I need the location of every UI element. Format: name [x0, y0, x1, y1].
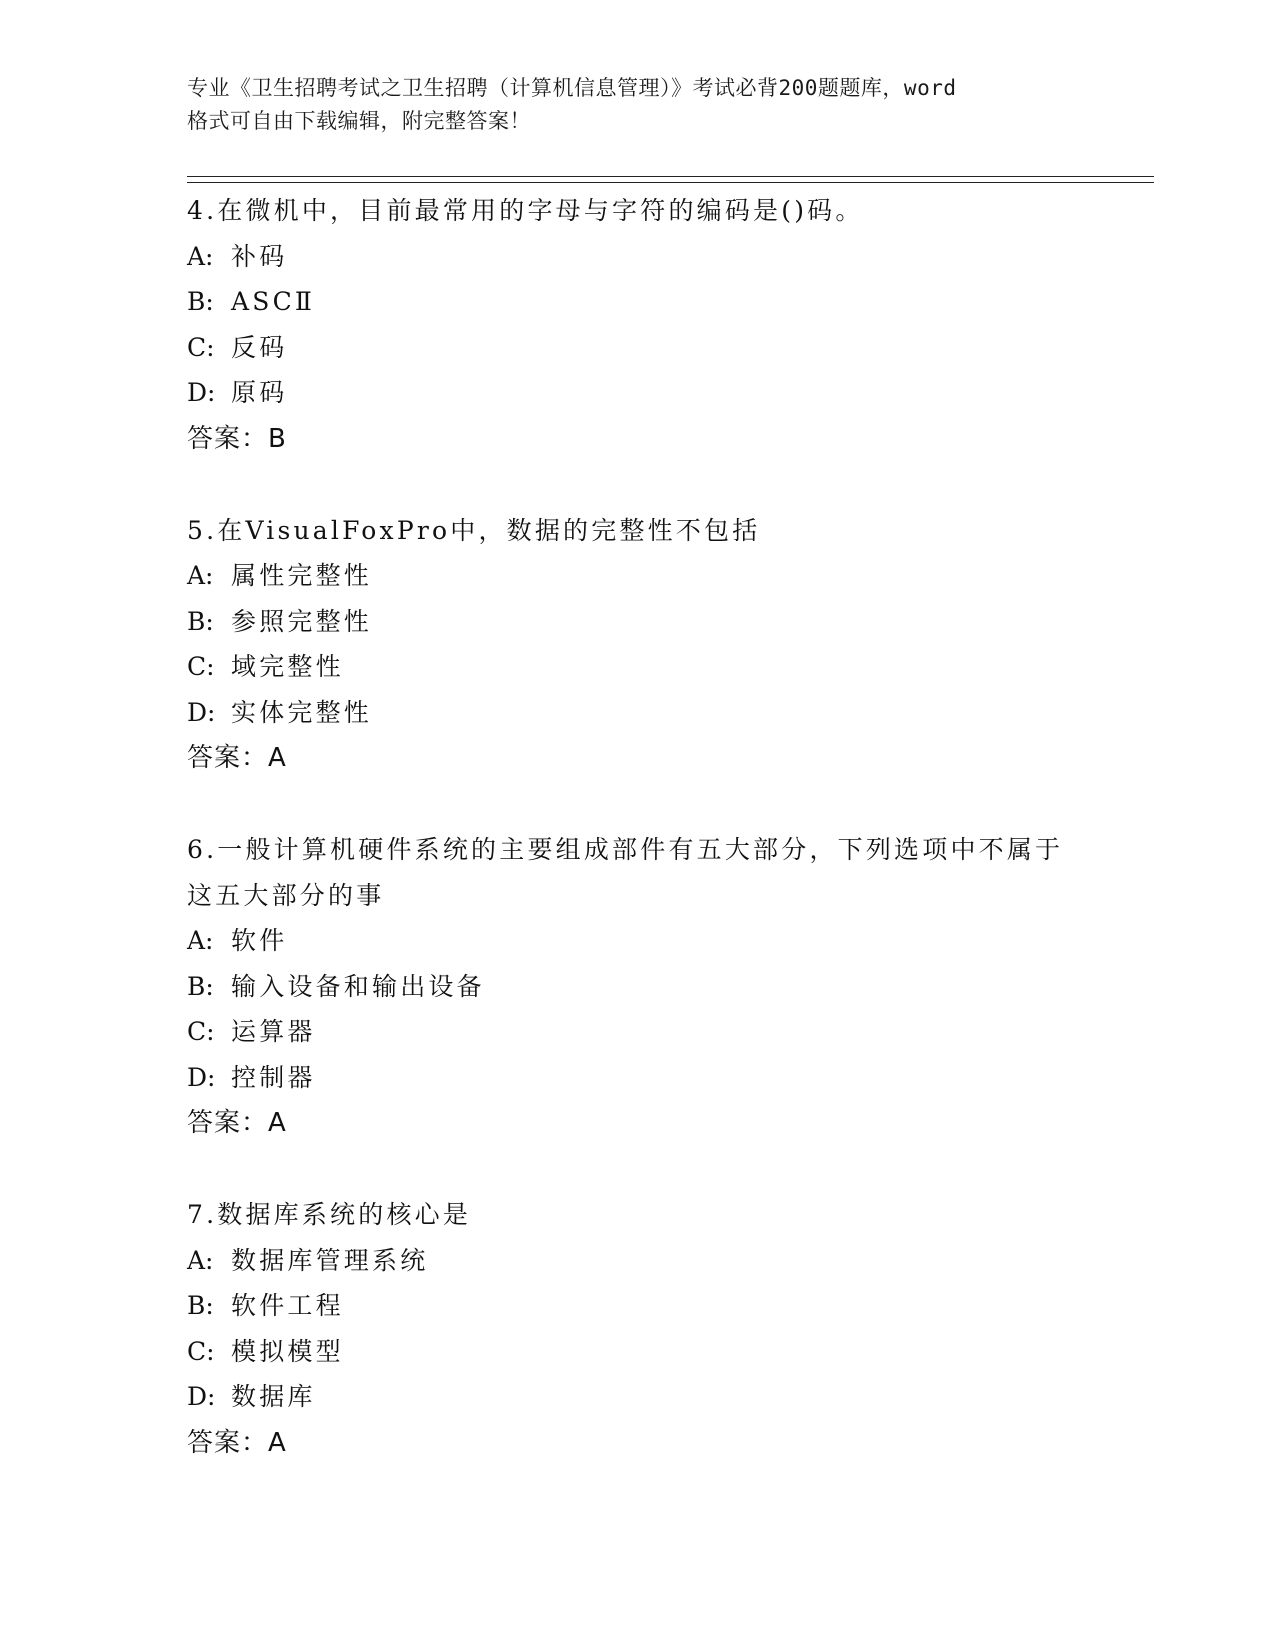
- question-4: [187, 188, 1087, 462]
- option-text: ASCⅡ: [231, 287, 316, 316]
- document-header: [187, 72, 1087, 138]
- option-text: 补码: [231, 241, 288, 271]
- option-letter: C:: [187, 1017, 215, 1046]
- option-d: [187, 1055, 1087, 1101]
- option-text: 域完整性: [231, 652, 344, 681]
- header-divider-bottom: [187, 182, 1154, 183]
- option-letter: B:: [187, 606, 214, 636]
- option-d: [187, 1374, 1087, 1420]
- question-5: [187, 508, 1087, 782]
- answer-line: 答案：A: [187, 1108, 287, 1138]
- question-stem: 6.一般计算机硬件系统的主要组成部件有五大部分，下列选项中不属于这五大部分的事: [187, 835, 1064, 910]
- option-text: 软件: [231, 926, 288, 955]
- option-text: 输入设备和输出设备: [231, 971, 485, 1001]
- option-a: [187, 1238, 1087, 1284]
- option-c: [187, 1009, 1087, 1055]
- option-c: [187, 644, 1087, 690]
- option-text: 参照完整性: [231, 606, 373, 636]
- option-text: 运算器: [231, 1017, 316, 1046]
- question-6: [187, 827, 1087, 1146]
- question-list: [187, 188, 1087, 1512]
- option-text: 属性完整性: [231, 561, 373, 590]
- option-letter: B:: [187, 287, 214, 316]
- option-letter: C:: [187, 1336, 215, 1366]
- option-letter: A:: [187, 241, 214, 271]
- option-letter: A:: [187, 926, 214, 955]
- option-text: 数据库: [231, 1382, 316, 1411]
- option-c: [187, 1329, 1087, 1375]
- option-b: [187, 279, 1087, 325]
- option-letter: D:: [187, 378, 216, 407]
- option-b: [187, 599, 1087, 645]
- answer-line: 答案：A: [187, 743, 287, 773]
- option-text: 模拟模型: [231, 1336, 344, 1366]
- option-a: [187, 918, 1087, 964]
- option-text: 反码: [231, 332, 288, 362]
- option-letter: A:: [187, 1245, 214, 1275]
- option-text: 实体完整性: [231, 697, 373, 727]
- question-7: [187, 1192, 1087, 1466]
- option-letter: A:: [187, 561, 214, 590]
- option-text: 软件工程: [231, 1291, 344, 1320]
- option-letter: D:: [187, 1382, 216, 1411]
- option-letter: D:: [187, 697, 216, 727]
- option-a: [187, 553, 1087, 599]
- option-d: [187, 690, 1087, 736]
- header-divider-top: [187, 176, 1154, 177]
- option-b: [187, 1283, 1087, 1329]
- question-stem: 7.数据库系统的核心是: [187, 1200, 472, 1229]
- option-letter: C:: [187, 332, 215, 362]
- option-d: [187, 370, 1087, 416]
- header-line-2: 格式可自由下载编辑，附完整答案！: [187, 109, 531, 133]
- option-b: [187, 964, 1087, 1010]
- option-text: 控制器: [231, 1062, 316, 1092]
- option-a: [187, 234, 1087, 280]
- question-stem: 5.在VisualFoxPro中，数据的完整性不包括: [187, 515, 761, 545]
- option-letter: D:: [187, 1062, 216, 1092]
- option-letter: C:: [187, 652, 215, 681]
- option-c: [187, 325, 1087, 371]
- option-text: 数据库管理系统: [231, 1245, 429, 1275]
- question-stem: 4.在微机中，目前最常用的字母与字符的编码是()码。: [187, 196, 864, 225]
- option-letter: B:: [187, 1291, 214, 1320]
- answer-line: 答案：A: [187, 1427, 287, 1458]
- option-text: 原码: [231, 378, 288, 407]
- answer-line: 答案：B: [187, 423, 287, 454]
- header-line-1: 专业《卫生招聘考试之卫生招聘（计算机信息管理）》考试必背200题题库，word: [187, 76, 957, 100]
- option-letter: B:: [187, 971, 214, 1001]
